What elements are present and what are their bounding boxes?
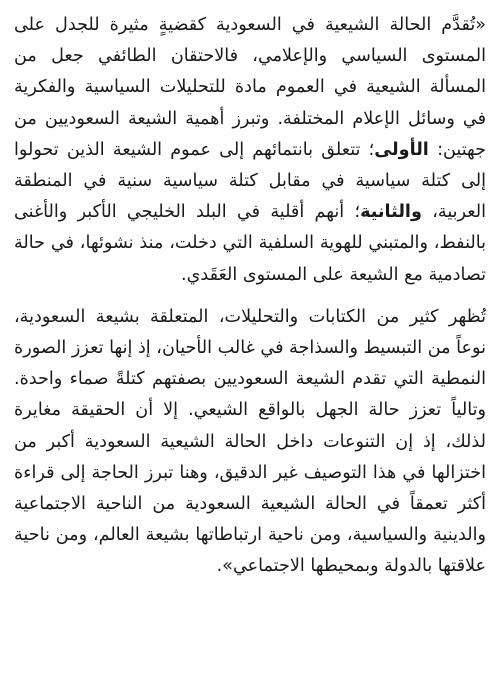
paragraph-1-text-a: «تُقدَّم الحالة الشيعية في السعودية كقضيةٍ مثيرة للجدل على المستوى السياسي والإعلامي، فالاحتقان الطائفي جعل من المسألة الشيعية في العموم مادة للتحليلات السياسية والفكرية في وسائل الإعلام المختلفة. وتبرز أهمية الشيعة السعوديين من جهتين: [14, 15, 486, 160]
paragraph-1-text-c: ؛ أنهم أقلية في البلد الخليجي الأكبر والأغنى بالنفط، والمتبني للهوية السلفية التي دخلت، منذ نشوئها، في حالة تصادمية مع الشيعة على المستوى العَقَدي. [14, 202, 486, 285]
paragraph-1 [14, 10, 486, 291]
paragraph-1-bold-second: والثانية [360, 202, 422, 223]
paragraph-2-text: تُظهر كثير من الكتابات والتحليلات، المتعلقة بشيعة السعودية، نوعاً من التبسيط والسذاجة في غالب الأحيان، إذ إنها تعزز الصورة النمطية التي تقدم الشيعة السعوديين بصفتهم كتلةً صماء واحدة. وتالياً تعزز حالة الجهل بالواقع الشيعي. إلا أن الحقيقة مغايرة لذلك، إذ إن التنوعات داخل الحالة الشيعية السعودية أكبر من اختزالها في هذا التوصيف غير الدقيق، وهنا تبرز الحاجة إلى قراءة أكثر تعمقاً في الحالة الشيعية السعودية من الناحية الاجتماعية والدينية والسياسية، ومن ناحية ارتباطاتها بشيعة العالم، ومن ناحية علاقتها بالدولة وبمحيطها الاجتماعي». [14, 306, 486, 577]
paragraph-1-text-b: ؛ تتعلق بانتمائهم إلى عموم الشيعة الذين تحولوا إلى كتلة سياسية في مقابل كتلة سياسية سنية في المنطقة العربية، [14, 139, 486, 223]
paragraph-1-bold-first: الأولى [374, 139, 429, 160]
paragraph-2 [14, 302, 486, 583]
